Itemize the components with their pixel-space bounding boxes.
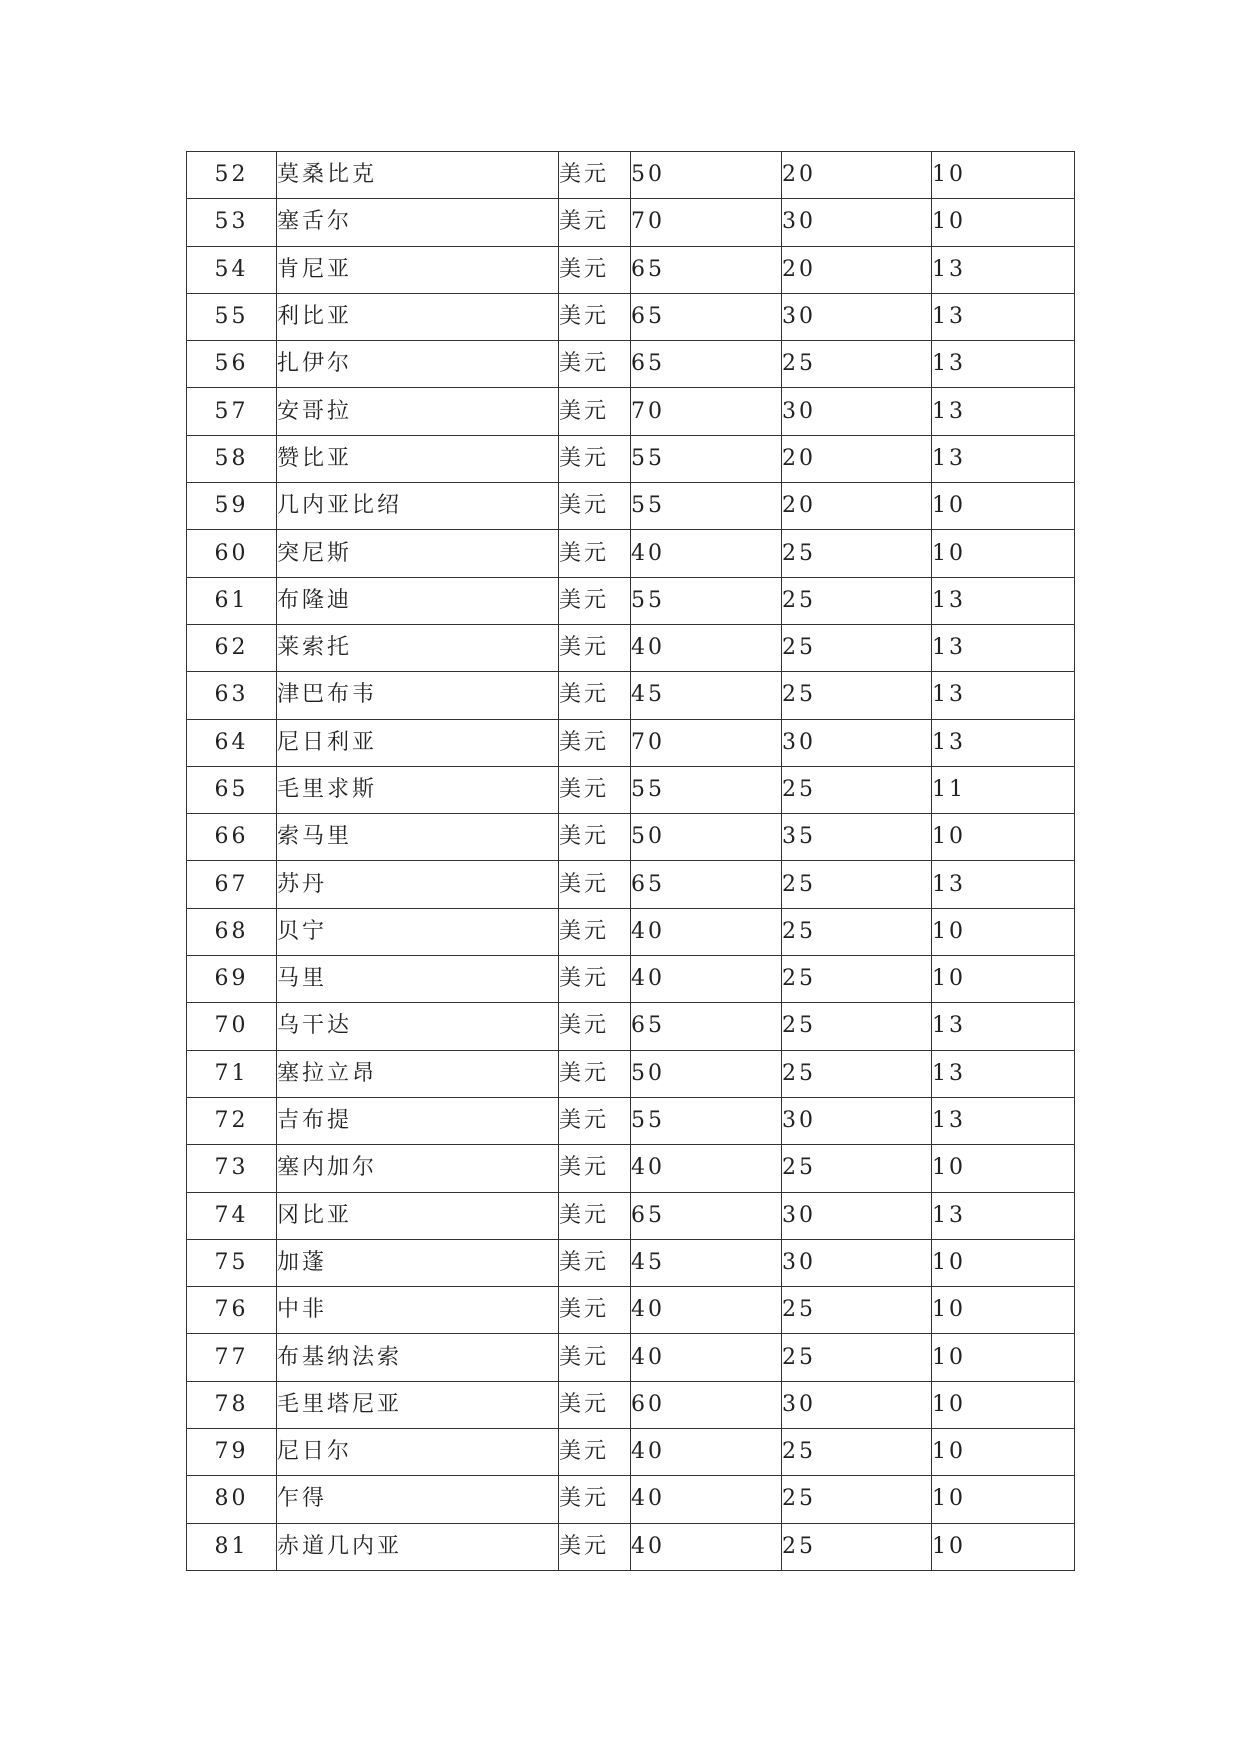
amount-c-cell: 10: [932, 956, 1075, 1003]
currency-cell: 美元: [559, 577, 631, 624]
country-cell: 中非: [277, 1287, 559, 1334]
amount-b-cell: 20: [782, 246, 932, 293]
amount-b-cell: 25: [782, 1334, 932, 1381]
row-number-cell: 61: [187, 577, 277, 624]
country-cell: 塞舌尔: [277, 199, 559, 246]
country-cell: 索马里: [277, 814, 559, 861]
country-cell: 毛里塔尼亚: [277, 1381, 559, 1428]
amount-c-cell: 13: [932, 341, 1075, 388]
currency-cell: 美元: [559, 1145, 631, 1192]
amount-c-cell: 10: [932, 152, 1075, 199]
amount-b-cell: 25: [782, 341, 932, 388]
amount-b-cell: 30: [782, 1192, 932, 1239]
amount-c-cell: 13: [932, 861, 1075, 908]
table-row: [187, 719, 1075, 766]
row-number-cell: 56: [187, 341, 277, 388]
amount-b-cell: 30: [782, 1097, 932, 1144]
table-row: [187, 199, 1075, 246]
table-row: [187, 1381, 1075, 1428]
amount-a-cell: 40: [631, 1287, 782, 1334]
country-cell: 乍得: [277, 1476, 559, 1523]
amount-a-cell: 40: [631, 624, 782, 671]
table-row: [187, 956, 1075, 1003]
amount-c-cell: 10: [932, 199, 1075, 246]
row-number-cell: 68: [187, 908, 277, 955]
currency-cell: 美元: [559, 1192, 631, 1239]
row-number-cell: 70: [187, 1003, 277, 1050]
amount-a-cell: 50: [631, 814, 782, 861]
currency-cell: 美元: [559, 1050, 631, 1097]
table-row: [187, 1239, 1075, 1286]
amount-c-cell: 13: [932, 672, 1075, 719]
amount-a-cell: 50: [631, 1050, 782, 1097]
amount-b-cell: 30: [782, 719, 932, 766]
table-row: [187, 341, 1075, 388]
table-row: [187, 624, 1075, 671]
row-number-cell: 67: [187, 861, 277, 908]
row-number-cell: 80: [187, 1476, 277, 1523]
currency-cell: 美元: [559, 1523, 631, 1570]
table-row: [187, 483, 1075, 530]
amount-a-cell: 70: [631, 719, 782, 766]
currency-cell: 美元: [559, 814, 631, 861]
table-row: [187, 1192, 1075, 1239]
table-row: [187, 1429, 1075, 1476]
amount-a-cell: 55: [631, 1097, 782, 1144]
country-cell: 几内亚比绍: [277, 483, 559, 530]
amount-b-cell: 25: [782, 861, 932, 908]
rate-table-body: [187, 152, 1075, 1571]
amount-c-cell: 10: [932, 483, 1075, 530]
country-cell: 布基纳法索: [277, 1334, 559, 1381]
amount-a-cell: 65: [631, 341, 782, 388]
amount-b-cell: 20: [782, 483, 932, 530]
row-number-cell: 71: [187, 1050, 277, 1097]
currency-cell: 美元: [559, 956, 631, 1003]
amount-a-cell: 65: [631, 1003, 782, 1050]
amount-c-cell: 10: [932, 908, 1075, 955]
table-row: [187, 814, 1075, 861]
table-row: [187, 1003, 1075, 1050]
amount-c-cell: 13: [932, 246, 1075, 293]
country-cell: 赤道几内亚: [277, 1523, 559, 1570]
country-cell: 冈比亚: [277, 1192, 559, 1239]
country-cell: 莱索托: [277, 624, 559, 671]
country-cell: 塞拉立昂: [277, 1050, 559, 1097]
currency-cell: 美元: [559, 246, 631, 293]
row-number-cell: 53: [187, 199, 277, 246]
amount-b-cell: 25: [782, 1287, 932, 1334]
amount-c-cell: 13: [932, 293, 1075, 340]
country-cell: 吉布提: [277, 1097, 559, 1144]
row-number-cell: 54: [187, 246, 277, 293]
amount-c-cell: 13: [932, 1192, 1075, 1239]
amount-b-cell: 25: [782, 956, 932, 1003]
amount-c-cell: 10: [932, 530, 1075, 577]
country-cell: 莫桑比克: [277, 152, 559, 199]
row-number-cell: 57: [187, 388, 277, 435]
amount-a-cell: 45: [631, 672, 782, 719]
table-row: [187, 1050, 1075, 1097]
amount-b-cell: 25: [782, 1003, 932, 1050]
currency-cell: 美元: [559, 388, 631, 435]
currency-cell: 美元: [559, 1381, 631, 1428]
table-row: [187, 908, 1075, 955]
country-cell: 毛里求斯: [277, 766, 559, 813]
country-cell: 津巴布韦: [277, 672, 559, 719]
country-cell: 肯尼亚: [277, 246, 559, 293]
amount-b-cell: 25: [782, 1145, 932, 1192]
amount-c-cell: 11: [932, 766, 1075, 813]
amount-b-cell: 25: [782, 530, 932, 577]
amount-a-cell: 60: [631, 1381, 782, 1428]
currency-cell: 美元: [559, 152, 631, 199]
amount-a-cell: 55: [631, 766, 782, 813]
amount-b-cell: 25: [782, 766, 932, 813]
row-number-cell: 66: [187, 814, 277, 861]
table-row: [187, 766, 1075, 813]
row-number-cell: 78: [187, 1381, 277, 1428]
amount-a-cell: 70: [631, 199, 782, 246]
row-number-cell: 60: [187, 530, 277, 577]
amount-b-cell: 30: [782, 1381, 932, 1428]
row-number-cell: 74: [187, 1192, 277, 1239]
country-cell: 苏丹: [277, 861, 559, 908]
amount-c-cell: 13: [932, 624, 1075, 671]
amount-c-cell: 13: [932, 577, 1075, 624]
currency-cell: 美元: [559, 766, 631, 813]
table-row: [187, 672, 1075, 719]
rate-table: [186, 151, 1075, 1571]
amount-a-cell: 40: [631, 1334, 782, 1381]
amount-a-cell: 65: [631, 1192, 782, 1239]
row-number-cell: 52: [187, 152, 277, 199]
amount-b-cell: 25: [782, 908, 932, 955]
row-number-cell: 59: [187, 483, 277, 530]
currency-cell: 美元: [559, 483, 631, 530]
amount-c-cell: 13: [932, 1050, 1075, 1097]
amount-a-cell: 40: [631, 1523, 782, 1570]
amount-c-cell: 10: [932, 1145, 1075, 1192]
row-number-cell: 64: [187, 719, 277, 766]
amount-c-cell: 13: [932, 719, 1075, 766]
country-cell: 加蓬: [277, 1239, 559, 1286]
amount-c-cell: 10: [932, 1239, 1075, 1286]
table-row: [187, 435, 1075, 482]
country-cell: 塞内加尔: [277, 1145, 559, 1192]
table-row: [187, 530, 1075, 577]
table-row: [187, 246, 1075, 293]
amount-a-cell: 40: [631, 1145, 782, 1192]
amount-c-cell: 10: [932, 814, 1075, 861]
amount-b-cell: 25: [782, 1429, 932, 1476]
country-cell: 突尼斯: [277, 530, 559, 577]
row-number-cell: 63: [187, 672, 277, 719]
amount-a-cell: 40: [631, 530, 782, 577]
amount-a-cell: 50: [631, 152, 782, 199]
amount-b-cell: 20: [782, 435, 932, 482]
amount-a-cell: 65: [631, 293, 782, 340]
amount-b-cell: 30: [782, 199, 932, 246]
amount-c-cell: 13: [932, 1097, 1075, 1144]
currency-cell: 美元: [559, 624, 631, 671]
amount-a-cell: 65: [631, 861, 782, 908]
row-number-cell: 79: [187, 1429, 277, 1476]
country-cell: 布隆迪: [277, 577, 559, 624]
table-row: [187, 152, 1075, 199]
amount-b-cell: 25: [782, 672, 932, 719]
amount-a-cell: 70: [631, 388, 782, 435]
currency-cell: 美元: [559, 908, 631, 955]
amount-b-cell: 25: [782, 624, 932, 671]
amount-b-cell: 25: [782, 1050, 932, 1097]
currency-cell: 美元: [559, 1239, 631, 1286]
amount-c-cell: 10: [932, 1429, 1075, 1476]
table-row: [187, 1145, 1075, 1192]
currency-cell: 美元: [559, 861, 631, 908]
amount-b-cell: 30: [782, 1239, 932, 1286]
currency-cell: 美元: [559, 435, 631, 482]
row-number-cell: 77: [187, 1334, 277, 1381]
amount-c-cell: 13: [932, 435, 1075, 482]
currency-cell: 美元: [559, 1334, 631, 1381]
currency-cell: 美元: [559, 1476, 631, 1523]
table-row: [187, 861, 1075, 908]
amount-a-cell: 40: [631, 908, 782, 955]
table-row: [187, 1097, 1075, 1144]
amount-b-cell: 30: [782, 388, 932, 435]
currency-cell: 美元: [559, 530, 631, 577]
row-number-cell: 55: [187, 293, 277, 340]
amount-c-cell: 13: [932, 1003, 1075, 1050]
amount-a-cell: 55: [631, 435, 782, 482]
currency-cell: 美元: [559, 1287, 631, 1334]
currency-cell: 美元: [559, 341, 631, 388]
table-row: [187, 577, 1075, 624]
table-row: [187, 1334, 1075, 1381]
amount-c-cell: 10: [932, 1334, 1075, 1381]
amount-c-cell: 10: [932, 1287, 1075, 1334]
row-number-cell: 58: [187, 435, 277, 482]
row-number-cell: 73: [187, 1145, 277, 1192]
row-number-cell: 76: [187, 1287, 277, 1334]
country-cell: 赞比亚: [277, 435, 559, 482]
table-row: [187, 1476, 1075, 1523]
row-number-cell: 81: [187, 1523, 277, 1570]
amount-a-cell: 40: [631, 956, 782, 1003]
currency-cell: 美元: [559, 293, 631, 340]
amount-a-cell: 40: [631, 1429, 782, 1476]
amount-c-cell: 10: [932, 1476, 1075, 1523]
row-number-cell: 72: [187, 1097, 277, 1144]
row-number-cell: 75: [187, 1239, 277, 1286]
country-cell: 尼日尔: [277, 1429, 559, 1476]
amount-b-cell: 25: [782, 1476, 932, 1523]
currency-cell: 美元: [559, 199, 631, 246]
currency-cell: 美元: [559, 672, 631, 719]
amount-a-cell: 55: [631, 483, 782, 530]
country-cell: 利比亚: [277, 293, 559, 340]
amount-a-cell: 65: [631, 246, 782, 293]
currency-cell: 美元: [559, 1003, 631, 1050]
amount-a-cell: 45: [631, 1239, 782, 1286]
amount-a-cell: 40: [631, 1476, 782, 1523]
row-number-cell: 62: [187, 624, 277, 671]
currency-cell: 美元: [559, 1097, 631, 1144]
amount-a-cell: 55: [631, 577, 782, 624]
amount-b-cell: 35: [782, 814, 932, 861]
country-cell: 贝宁: [277, 908, 559, 955]
row-number-cell: 65: [187, 766, 277, 813]
amount-c-cell: 10: [932, 1523, 1075, 1570]
row-number-cell: 69: [187, 956, 277, 1003]
country-cell: 扎伊尔: [277, 341, 559, 388]
table-row: [187, 1523, 1075, 1570]
country-cell: 乌干达: [277, 1003, 559, 1050]
amount-c-cell: 13: [932, 388, 1075, 435]
currency-cell: 美元: [559, 719, 631, 766]
amount-c-cell: 10: [932, 1381, 1075, 1428]
currency-cell: 美元: [559, 1429, 631, 1476]
country-cell: 尼日利亚: [277, 719, 559, 766]
amount-b-cell: 30: [782, 293, 932, 340]
country-cell: 安哥拉: [277, 388, 559, 435]
amount-b-cell: 25: [782, 577, 932, 624]
amount-b-cell: 20: [782, 152, 932, 199]
country-cell: 马里: [277, 956, 559, 1003]
table-row: [187, 293, 1075, 340]
table-row: [187, 388, 1075, 435]
table-row: [187, 1287, 1075, 1334]
amount-b-cell: 25: [782, 1523, 932, 1570]
